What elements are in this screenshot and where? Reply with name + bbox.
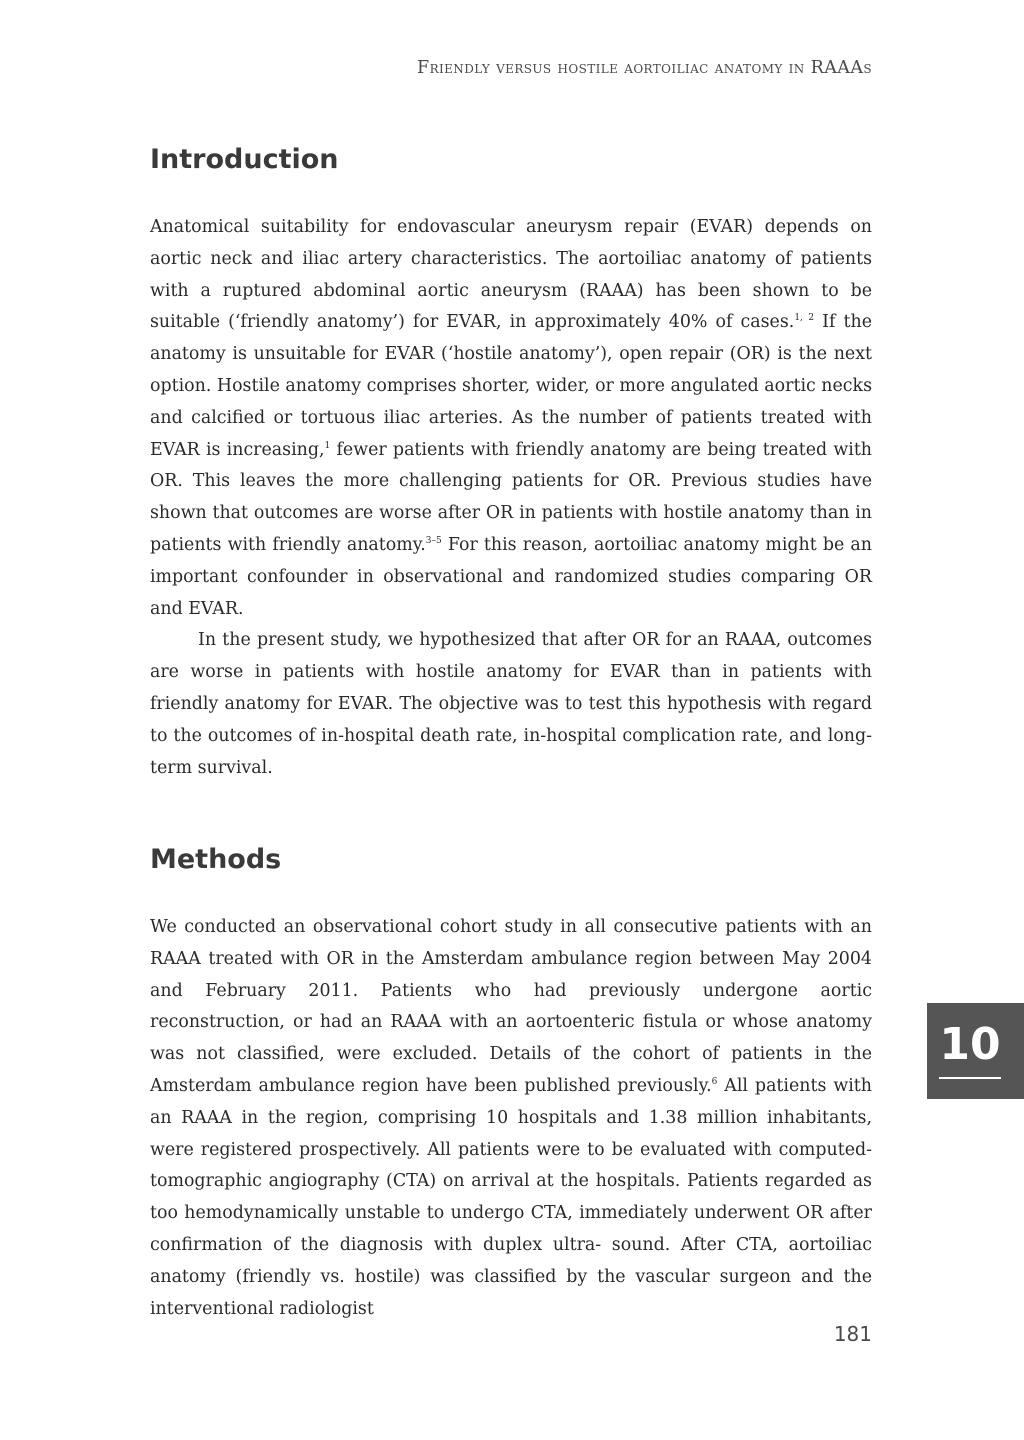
reference-superscript: 1 bbox=[324, 440, 331, 451]
section-heading-introduction: Introduction bbox=[150, 144, 339, 175]
section-heading-methods: Methods bbox=[150, 844, 282, 875]
text-run: Anatomical suitability for endovascular aneurysm repair (EVAR) depends on aortic neck and iliac artery characteristics. The aortoiliac anatomy of patients with a ruptured abdominal aortic aneurysm (RAAA) has been shown to be suitable (‘friendly anatomy’) for EVAR, in approximately 40% of cases. bbox=[150, 217, 872, 333]
methods-paragraph-1 bbox=[150, 912, 872, 1325]
introduction-paragraph-2: In the present study, we hypothesized that after OR for an RAAA, outcomes are worse in patients with hostile anatomy for EVAR than in patients with friendly anatomy for EVAR. The objective was to test this hypothesis with regard to the outcomes of in-hospital death rate, in-hospital complication rate, and long-term survival. bbox=[150, 630, 872, 778]
text-run: For this reason, aortoiliac anatomy might be an important confounder in observational and randomized studies comparing OR and EVAR. bbox=[150, 534, 872, 619]
page-number: 181 bbox=[833, 1322, 872, 1346]
reference-superscript: 1, 2 bbox=[794, 313, 815, 324]
text-run: If the anatomy is unsuitable for EVAR (‘hostile anatomy’), open repair (OR) is the next option. Hostile anatomy comprises shorter, wider, or more angulated aortic necks and calcified or tortuous iliac arteries. As the number of patients treated with EVAR is increasing, bbox=[150, 312, 872, 460]
chapter-tab-rule bbox=[939, 1077, 1001, 1079]
reference-superscript: 3–5 bbox=[425, 535, 442, 546]
chapter-tab bbox=[927, 1003, 1024, 1099]
introduction-paragraph-1 bbox=[150, 212, 872, 625]
text-run: All patients with an RAAA in the region, comprising 10 hospitals and 1.38 million inhabitants, were registered prospectively. All patients were to be evaluated with computed-tomographic angiography (CTA) on arrival at the hospitals. Patients regarded as too hemodynamically unstable to undergo CTA, immediately underwent OR after confirmation of the diagnosis with duplex ultra- sound. After CTA, aortoiliac anatomy (friendly vs. hostile) was classified by the vascular surgeon and the interventional radiologist bbox=[150, 1075, 872, 1319]
text-run: We conducted an observational cohort study in all consecutive patients with an RAAA treated with OR in the Amsterdam ambulance region between May 2004 and February 2011. Patients who had previously undergone aortic reconstruction, or had an RAAA with an aortoenteric fistula or whose anatomy was not classified, were excluded. Details of the cohort of patients in the Amsterdam ambulance region have been published previously. bbox=[150, 917, 872, 1096]
introduction-body bbox=[150, 212, 872, 784]
running-head: Friendly versus hostile aortoiliac anatomy in RAAAs bbox=[417, 58, 872, 78]
methods-body bbox=[150, 912, 872, 1325]
reference-superscript: 6 bbox=[711, 1076, 718, 1087]
text-run: fewer patients with friendly anatomy are being treated with OR. This leaves the more challenging patients for OR. Previous studies have shown that outcomes are worse after OR in patients with hostile anatomy than in patients with friendly anatomy. bbox=[150, 439, 873, 555]
chapter-number: 10 bbox=[939, 1019, 1001, 1070]
